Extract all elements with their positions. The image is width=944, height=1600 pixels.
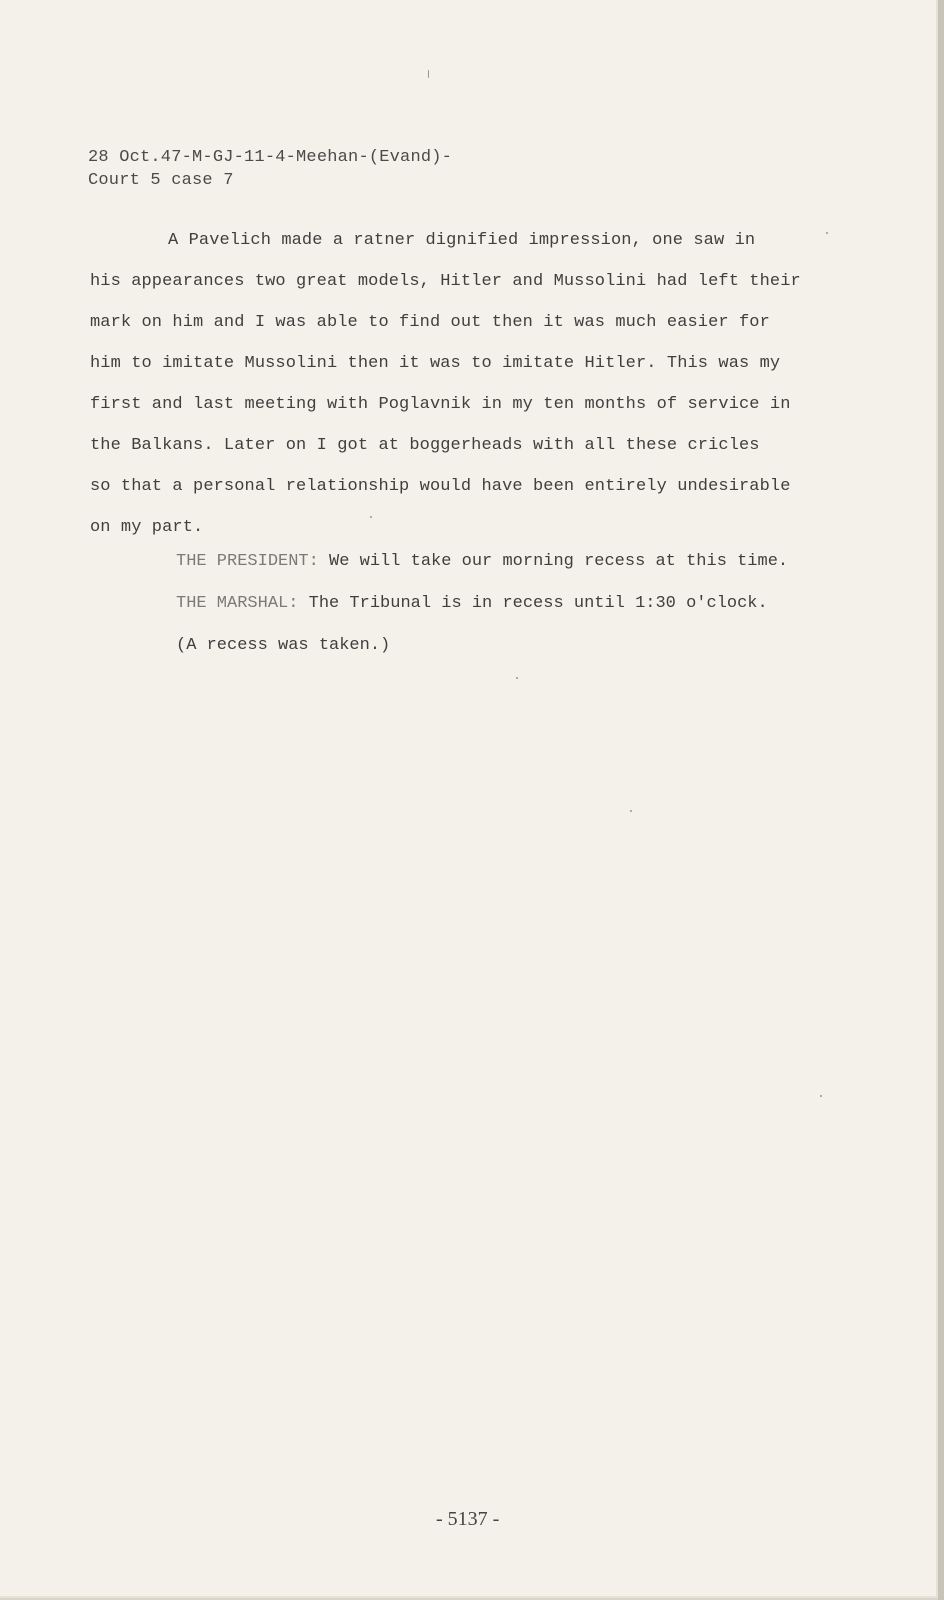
paragraph-line: so that a personal relationship would have been entirely undesirable xyxy=(90,477,791,496)
marshal-speaker-label: THE MARSHAL: xyxy=(176,594,299,613)
paper-speck xyxy=(826,232,828,234)
testimony-paragraph xyxy=(90,220,810,548)
paper-speck xyxy=(630,810,632,812)
paper-speck xyxy=(820,1095,822,1097)
paragraph-line: mark on him and I was able to find out then it was much easier for xyxy=(90,313,770,332)
header-reference-line: 28 Oct.47-M-GJ-11-4-Meehan-(Evand)- xyxy=(88,148,453,167)
paper-speck xyxy=(370,516,372,518)
paragraph-line: him to imitate Mussolini then it was to imitate Hitler. This was my xyxy=(90,354,781,373)
page-number: - 5137 - xyxy=(436,1508,500,1530)
president-text: We will take our morning recess at this time. xyxy=(329,552,789,571)
paragraph-line: his appearances two great models, Hitler and Mussolini had left their xyxy=(90,272,801,291)
marshal-statement xyxy=(176,594,768,613)
document-header xyxy=(88,146,452,192)
paragraph-line: A Pavelich made a ratner dignified impression, one saw in xyxy=(168,231,756,250)
paper-speck xyxy=(428,70,429,78)
header-court-line: Court 5 case 7 xyxy=(88,171,234,190)
paper-speck xyxy=(516,677,518,679)
paragraph-line: first and last meeting with Poglavnik in my ten months of service in xyxy=(90,395,791,414)
page-edge-shadow xyxy=(938,0,944,1600)
president-speaker-label: THE PRESIDENT: xyxy=(176,552,319,571)
paragraph-line: on my part. xyxy=(90,518,204,537)
paragraph-line: the Balkans. Later on I got at boggerheads with all these cricles xyxy=(90,436,760,455)
president-statement xyxy=(176,552,788,571)
marshal-text: The Tribunal is in recess until 1:30 o'clock. xyxy=(308,594,768,613)
recess-note: (A recess was taken.) xyxy=(176,636,391,655)
